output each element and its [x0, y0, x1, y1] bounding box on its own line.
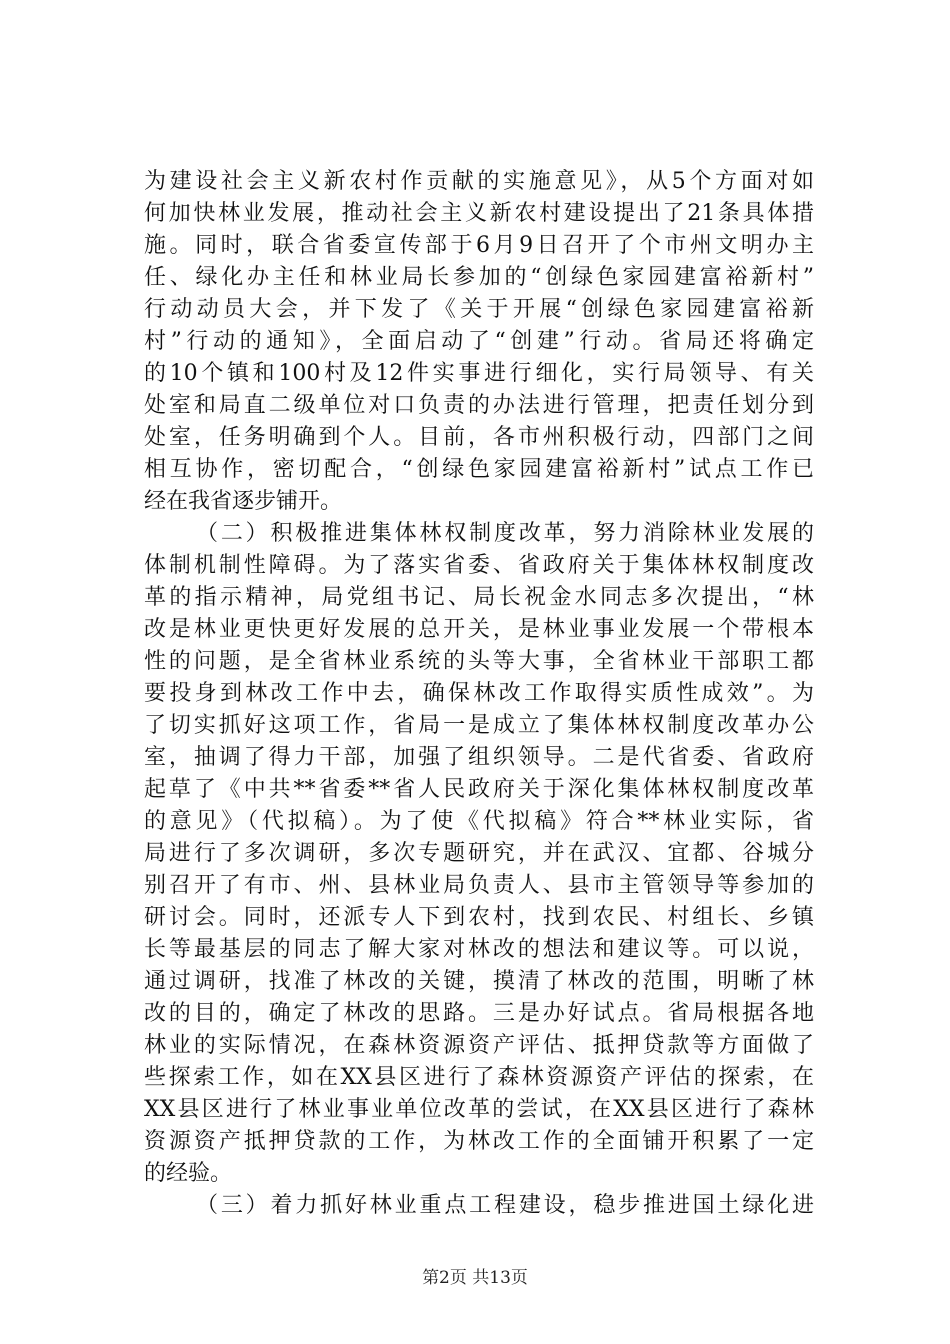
paragraph-line: 何加快林业发展，推动社会主义新农村建设提出了21条具体措: [144, 201, 814, 226]
paragraph-line: 处室，任务明确到个人。目前，各市州积极行动，四部门之间: [144, 425, 814, 450]
paragraph-line: 处室和局直二级单位对口负责的办法进行管理，把责任划分到: [144, 393, 814, 418]
paragraph-line: 任、绿化办主任和林业局长参加的“创绿色家园建富裕新村”: [144, 265, 814, 290]
paragraph-line: 林业的实际情况，在森林资源资产评估、抵押贷款等方面做了: [144, 1033, 814, 1058]
paragraph-line: 了切实抓好这项工作，省局一是成立了集体林权制度改革办公: [144, 713, 814, 738]
paragraph-line: 要投身到林改工作中去，确保林改工作取得实质性成效”。为: [144, 681, 814, 706]
paragraph-line: 资源资产抵押贷款的工作，为林改工作的全面铺开积累了一定: [144, 1129, 814, 1154]
paragraph-heading-line: （二）积极推进集体林权制度改革，努力消除林业发展的: [196, 521, 814, 546]
paragraph-line: 起草了《中共**省委**省人民政府关于深化集体林权制度改革: [144, 777, 814, 802]
paragraph-line: 村”行动的通知》，全面启动了“创建”行动。省局还将确定: [144, 329, 814, 354]
paragraph-line: 的意见》（代拟稿）。为了使《代拟稿》符合**林业实际，省: [144, 809, 814, 834]
paragraph-line: 改是林业更快更好发展的总开关，是林业事业发展一个带根本: [144, 617, 814, 642]
paragraph-line: 经在我省逐步铺开。: [144, 489, 343, 514]
paragraph-line: 室，抽调了得力干部，加强了组织领导。二是代省委、省政府: [144, 745, 814, 770]
paragraph-line: 些探索工作，如在XX县区进行了森林资源资产评估的探索，在: [144, 1065, 814, 1090]
paragraph-line: 研讨会。同时，还派专人下到农村，找到农民、村组长、乡镇: [144, 905, 814, 930]
paragraph-line: 体制机制性障碍。为了落实省委、省政府关于集体林权制度改: [144, 553, 814, 578]
paragraph-line: 性的问题，是全省林业系统的头等大事，全省林业干部职工都: [144, 649, 814, 674]
paragraph-line: （三）着力抓好林业重点工程建设，稳步推进国土绿化进: [196, 1193, 814, 1218]
paragraph-line: 行动动员大会，并下发了《关于开展“创绿色家园建富裕新: [144, 297, 814, 322]
page-number-footer: 第2页 共13页: [422, 1268, 528, 1288]
paragraph-line: 局进行了多次调研，多次专题研究，并在武汉、宜都、谷城分: [144, 841, 814, 866]
paragraph-line: XX县区进行了林业事业单位改革的尝试，在XX县区进行了森林: [144, 1097, 814, 1122]
paragraph-line: 为建设社会主义新农村作贡献的实施意见》，从5个方面对如: [144, 169, 814, 194]
paragraph-line: 施。同时，联合省委宣传部于6月9日召开了个市州文明办主: [144, 233, 814, 258]
paragraph-line: 改的目的，确定了林改的思路。三是办好试点。省局根据各地: [144, 1001, 814, 1026]
paragraph-line: 通过调研，找准了林改的关键，摸清了林改的范围，明晰了林: [144, 969, 814, 994]
paragraph-line: 相互协作，密切配合，“创绿色家园建富裕新村”试点工作已: [144, 457, 814, 482]
paragraph-line: 的10个镇和100村及12件实事进行细化，实行局领导、有关: [144, 361, 814, 386]
paragraph-line: 别召开了有市、州、县林业局负责人、县市主管领导等参加的: [144, 873, 814, 898]
paragraph-line: 革的指示精神，局党组书记、局长祝金水同志多次提出，“林: [144, 585, 814, 610]
paragraph-line: 的经验。: [144, 1161, 233, 1186]
paragraph-line: 长等最基层的同志了解大家对林改的想法和建议等。可以说，: [144, 937, 814, 962]
